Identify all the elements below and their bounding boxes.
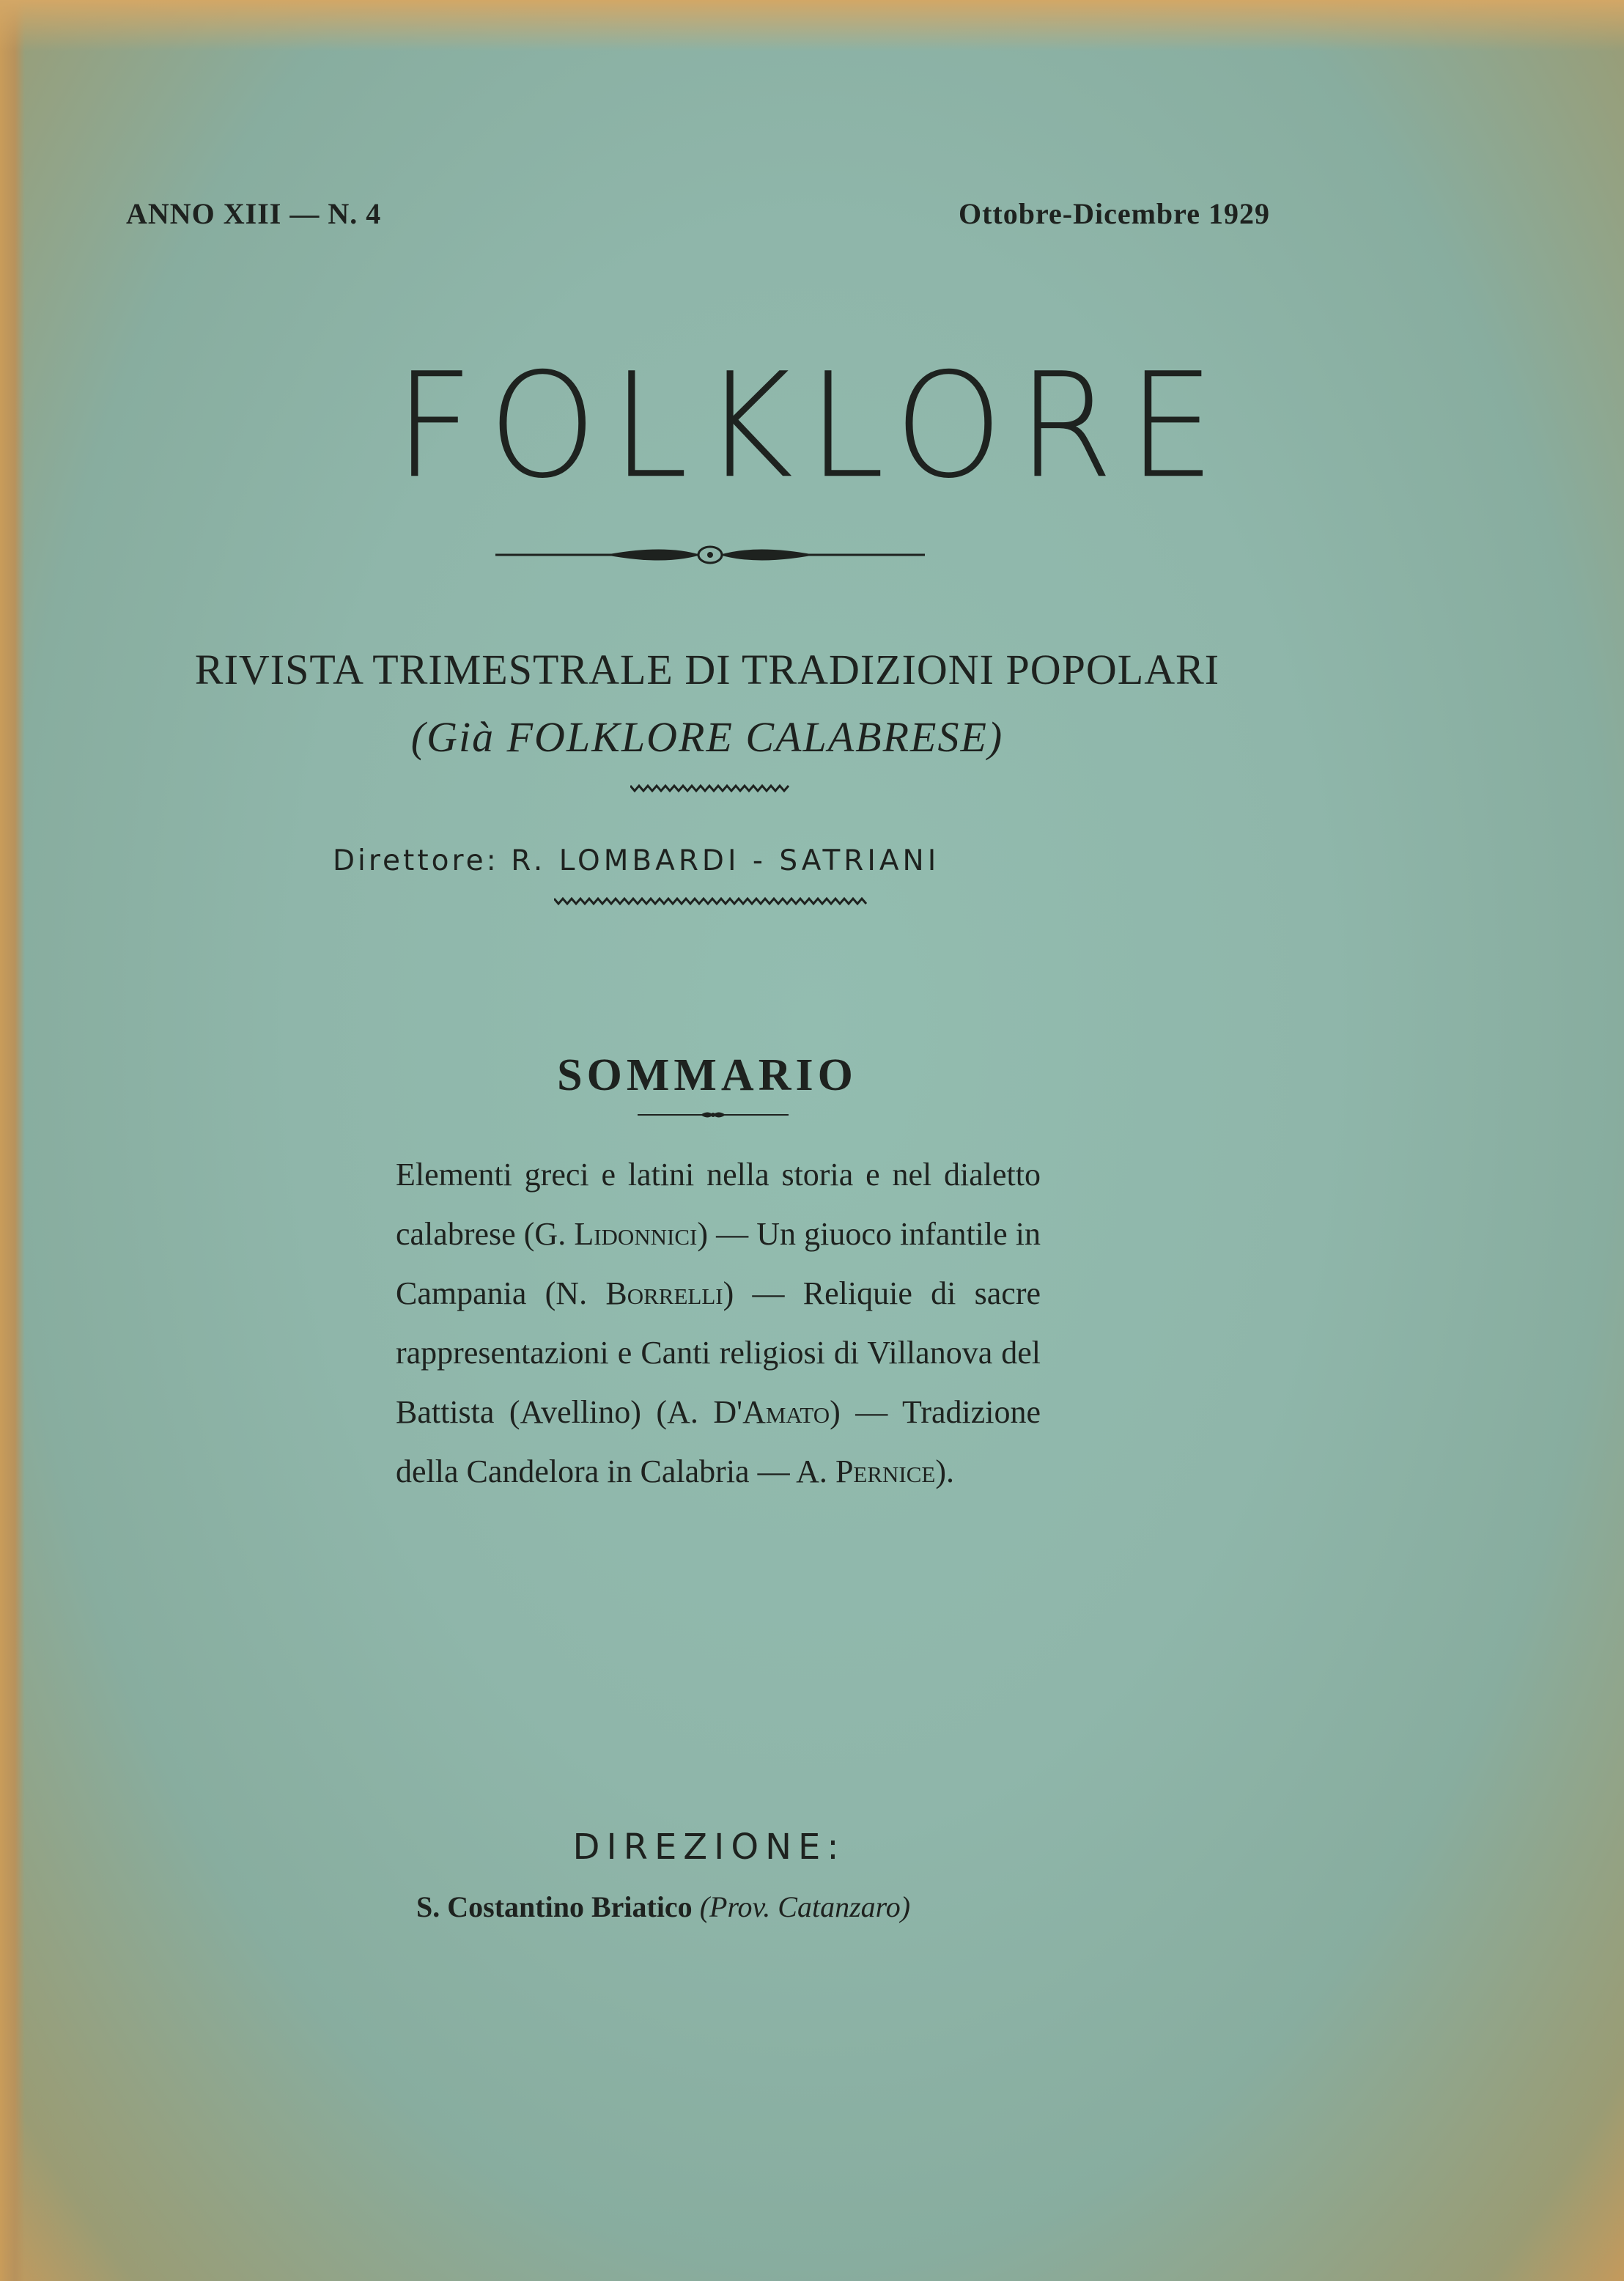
summary-entry: Un giuoco infantile in Campania (N. Borrelli) — <box>396 1216 1041 1311</box>
direction-heading: DIREZIONE: <box>572 1827 846 1868</box>
issue-date: Ottobre-Dicembre 1929 <box>959 197 1270 230</box>
director-label: Direttore: <box>333 844 499 877</box>
director-line <box>333 844 940 877</box>
title-ornament-icon <box>495 542 925 567</box>
former-title: (Già FOLKLORE CALABRESE) <box>410 713 1004 761</box>
magazine-subtitle: RIVISTA TRIMESTRALE DI TRADIZIONI POPOLARI <box>194 646 1220 693</box>
summary-author: Borrelli <box>605 1275 723 1311</box>
subtitle-zigzag-ornament-icon <box>630 783 790 793</box>
direction-place: S. Costantino Briatico <box>416 1890 693 1923</box>
summary-entry: Elementi greci e latini nella storia e nel dialetto calabrese (G. Lidonnici) — <box>396 1157 1041 1252</box>
issue-number: ANNO XIII — N. 4 <box>126 197 382 230</box>
director-name: R. LOMBARDI - SATRIANI <box>511 844 940 877</box>
magazine-title: FOLKLORE <box>394 342 1230 511</box>
summary-entry: Tradizione della Candelora in Calabria — A. Pernice). <box>396 1394 1041 1489</box>
direction-address <box>416 1890 910 1924</box>
cover-top-edge <box>0 0 1624 51</box>
cover-spine-edge <box>0 0 25 2281</box>
summary-entry: Reliquie di sacre rappresentazioni e Canti religiosi di Villanova del Battista (Avellino) (A. D'Amato) — <box>396 1275 1041 1430</box>
summary-author: Amato <box>742 1394 830 1430</box>
direction-province: (Prov. Catanzaro) <box>699 1890 911 1923</box>
director-zigzag-ornament-icon <box>554 896 868 906</box>
summary-heading: SOMMARIO <box>557 1050 857 1100</box>
summary-author: Pernice <box>835 1453 936 1489</box>
summary-author: Lidonnici <box>574 1216 698 1252</box>
summary-ornament-icon <box>638 1108 789 1121</box>
summary-contents <box>396 1145 1041 1501</box>
